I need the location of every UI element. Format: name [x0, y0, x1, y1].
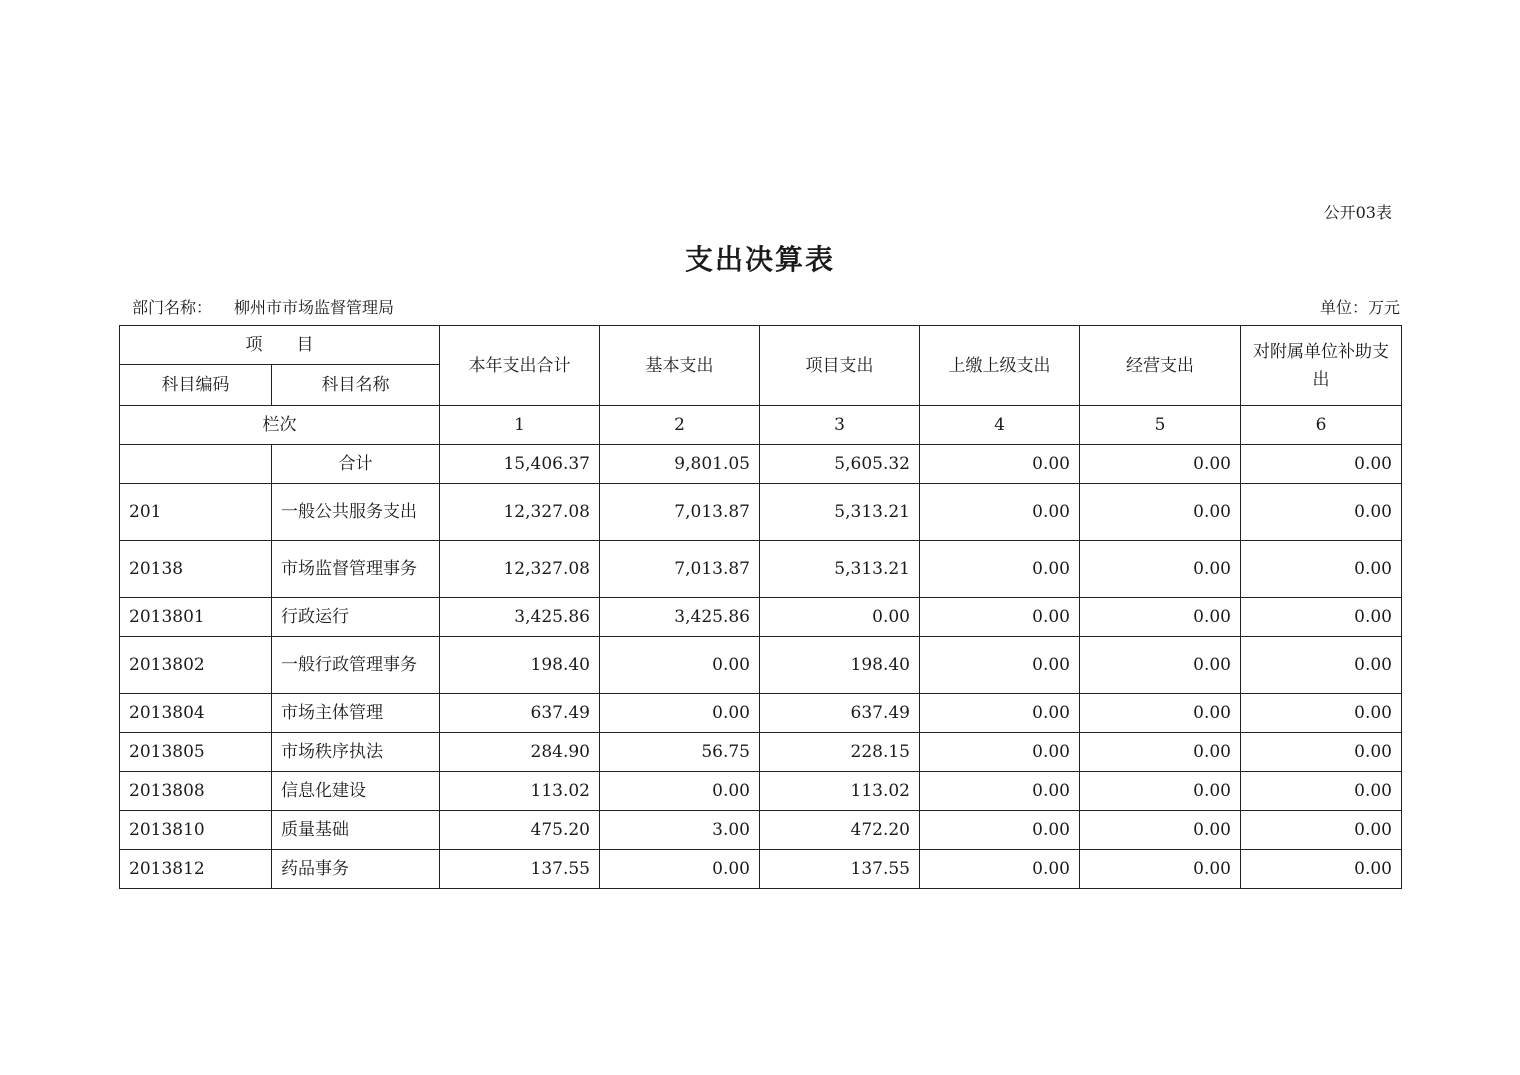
subject-name: 合计 [272, 445, 440, 484]
amount-business: 0.00 [1080, 484, 1241, 541]
expenditure-table [119, 325, 1402, 889]
amount-project: 228.15 [760, 733, 920, 772]
amount-project: 5,605.32 [760, 445, 920, 484]
table-row-total [120, 445, 1402, 484]
header-project: 项目支出 [760, 326, 920, 406]
subject-code: 2013805 [120, 733, 272, 772]
amount-total: 12,327.08 [440, 541, 600, 598]
amount-business: 0.00 [1080, 445, 1241, 484]
amount-business: 0.00 [1080, 637, 1241, 694]
page-title: 支出决算表 [684, 243, 835, 276]
amount-upper: 0.00 [920, 850, 1080, 889]
amount-basic: 7,013.87 [600, 541, 760, 598]
amount-subsidy: 0.00 [1241, 733, 1402, 772]
amount-total: 137.55 [440, 850, 600, 889]
column-number: 3 [760, 406, 920, 445]
header-item: 项 目 [120, 326, 440, 365]
amount-total: 284.90 [440, 733, 600, 772]
amount-subsidy: 0.00 [1241, 850, 1402, 889]
subject-name: 质量基础 [272, 811, 440, 850]
amount-upper: 0.00 [920, 445, 1080, 484]
subject-code: 2013802 [120, 637, 272, 694]
column-number-label: 栏次 [120, 406, 440, 445]
amount-basic: 0.00 [600, 772, 760, 811]
amount-upper: 0.00 [920, 637, 1080, 694]
amount-subsidy: 0.00 [1241, 445, 1402, 484]
amount-total: 12,327.08 [440, 484, 600, 541]
amount-upper: 0.00 [920, 811, 1080, 850]
subject-name: 信息化建设 [272, 772, 440, 811]
column-number: 6 [1241, 406, 1402, 445]
column-number: 1 [440, 406, 600, 445]
amount-project: 137.55 [760, 850, 920, 889]
table-row [120, 850, 1402, 889]
amount-project: 472.20 [760, 811, 920, 850]
amount-upper: 0.00 [920, 694, 1080, 733]
subject-name: 市场监督管理事务 [272, 541, 440, 598]
amount-total: 198.40 [440, 637, 600, 694]
header-code: 科目编码 [120, 365, 272, 406]
table-row [120, 733, 1402, 772]
amount-subsidy: 0.00 [1241, 637, 1402, 694]
amount-total: 637.49 [440, 694, 600, 733]
department-label: 部门名称： [132, 298, 213, 317]
header-basic: 基本支出 [600, 326, 760, 406]
amount-business: 0.00 [1080, 598, 1241, 637]
subject-code: 2013808 [120, 772, 272, 811]
table-row [120, 637, 1402, 694]
amount-business: 0.00 [1080, 541, 1241, 598]
subject-name: 一般公共服务支出 [272, 484, 440, 541]
subject-code: 2013812 [120, 850, 272, 889]
amount-business: 0.00 [1080, 733, 1241, 772]
subject-code: 2013804 [120, 694, 272, 733]
subject-name: 行政运行 [272, 598, 440, 637]
header-total: 本年支出合计 [440, 326, 600, 406]
amount-basic: 9,801.05 [600, 445, 760, 484]
amount-basic: 3.00 [600, 811, 760, 850]
amount-project: 113.02 [760, 772, 920, 811]
form-number: 公开03表 [1323, 203, 1392, 222]
amount-project: 0.00 [760, 598, 920, 637]
department-line [132, 295, 394, 318]
amount-business: 0.00 [1080, 772, 1241, 811]
header-upper: 上缴上级支出 [920, 326, 1080, 406]
amount-basic: 56.75 [600, 733, 760, 772]
column-number: 5 [1080, 406, 1241, 445]
subject-code [120, 445, 272, 484]
amount-subsidy: 0.00 [1241, 772, 1402, 811]
table-row [120, 811, 1402, 850]
amount-subsidy: 0.00 [1241, 541, 1402, 598]
amount-subsidy: 0.00 [1241, 484, 1402, 541]
amount-subsidy: 0.00 [1241, 694, 1402, 733]
amount-basic: 0.00 [600, 850, 760, 889]
amount-business: 0.00 [1080, 850, 1241, 889]
subject-name: 一般行政管理事务 [272, 637, 440, 694]
amount-project: 637.49 [760, 694, 920, 733]
table-row [120, 772, 1402, 811]
subject-code: 2013801 [120, 598, 272, 637]
amount-total: 3,425.86 [440, 598, 600, 637]
amount-total: 15,406.37 [440, 445, 600, 484]
table-row [120, 484, 1402, 541]
subject-code: 201 [120, 484, 272, 541]
subject-code: 2013810 [120, 811, 272, 850]
unit-label: 单位：万元 [1319, 298, 1400, 317]
column-number-row [120, 406, 1402, 445]
amount-basic: 0.00 [600, 694, 760, 733]
amount-basic: 7,013.87 [600, 484, 760, 541]
amount-upper: 0.00 [920, 598, 1080, 637]
amount-basic: 0.00 [600, 637, 760, 694]
amount-upper: 0.00 [920, 484, 1080, 541]
table-row [120, 694, 1402, 733]
column-number: 2 [600, 406, 760, 445]
subject-name: 市场秩序执法 [272, 733, 440, 772]
header-business: 经营支出 [1080, 326, 1241, 406]
amount-project: 5,313.21 [760, 484, 920, 541]
table-row [120, 598, 1402, 637]
amount-project: 198.40 [760, 637, 920, 694]
amount-business: 0.00 [1080, 694, 1241, 733]
amount-basic: 3,425.86 [600, 598, 760, 637]
subject-code: 20138 [120, 541, 272, 598]
header-subsidy: 对附属单位补助支出 [1241, 326, 1402, 406]
amount-total: 113.02 [440, 772, 600, 811]
header-row-1 [120, 326, 1402, 365]
amount-upper: 0.00 [920, 541, 1080, 598]
amount-project: 5,313.21 [760, 541, 920, 598]
amount-total: 475.20 [440, 811, 600, 850]
amount-upper: 0.00 [920, 733, 1080, 772]
subject-name: 药品事务 [272, 850, 440, 889]
amount-business: 0.00 [1080, 811, 1241, 850]
column-number: 4 [920, 406, 1080, 445]
amount-subsidy: 0.00 [1241, 811, 1402, 850]
amount-upper: 0.00 [920, 772, 1080, 811]
header-name: 科目名称 [272, 365, 440, 406]
subject-name: 市场主体管理 [272, 694, 440, 733]
amount-subsidy: 0.00 [1241, 598, 1402, 637]
department-name: 柳州市市场监督管理局 [234, 298, 395, 317]
table-row [120, 541, 1402, 598]
